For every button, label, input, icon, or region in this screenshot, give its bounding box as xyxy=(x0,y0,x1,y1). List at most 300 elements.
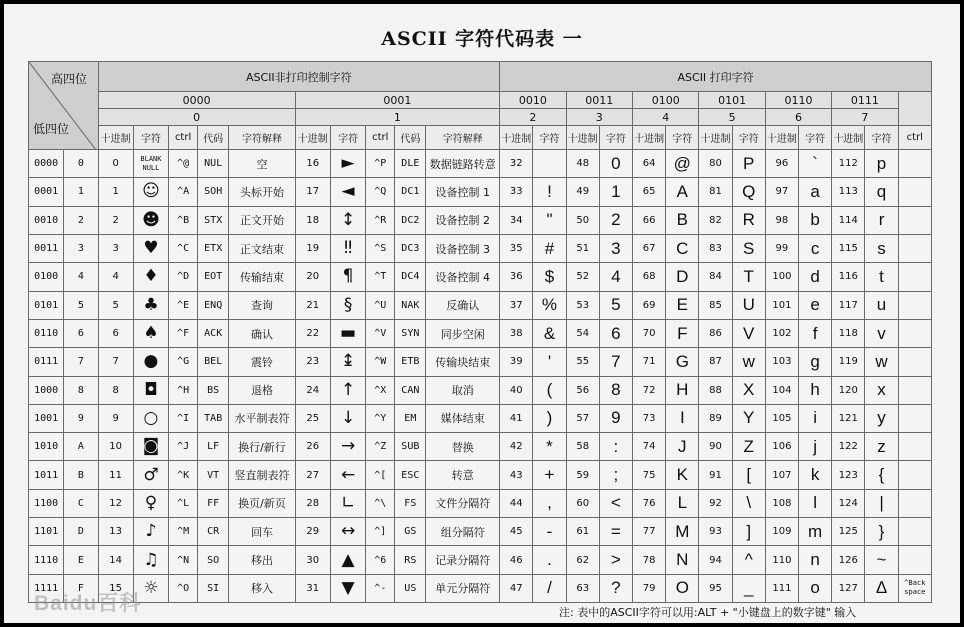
decimal-cell: 40 xyxy=(500,376,533,404)
decimal-cell: 59 xyxy=(566,461,599,489)
decimal-cell: 1 xyxy=(98,178,133,206)
control-glyph-cell: ♦ xyxy=(133,263,168,291)
print-char-cell: ` xyxy=(799,150,832,178)
decimal-cell: 86 xyxy=(699,319,732,347)
print-char-cell: z xyxy=(865,433,898,461)
high-bits-blank xyxy=(898,92,931,126)
ctrl-key-cell: ^E xyxy=(169,291,198,319)
print-char-cell: - xyxy=(533,518,566,546)
col-header-dec-p1: 十进制 xyxy=(566,126,599,150)
description-cell: 转意 xyxy=(426,461,500,489)
print-char-cell: P xyxy=(732,150,765,178)
decimal-cell: 117 xyxy=(832,291,865,319)
print-char-cell: O xyxy=(666,574,699,602)
print-char-cell: k xyxy=(799,461,832,489)
decimal-cell: 104 xyxy=(765,376,798,404)
description-cell: 查询 xyxy=(229,291,295,319)
low-bits-hex: F xyxy=(64,574,98,602)
description-cell: 换页/新页 xyxy=(229,489,295,517)
decimal-cell: 54 xyxy=(566,319,599,347)
decimal-cell: 72 xyxy=(633,376,666,404)
code-cell: BEL xyxy=(198,348,229,376)
col-header-code-1: 代码 xyxy=(395,126,426,150)
control-glyph-cell: ☻ xyxy=(133,206,168,234)
decimal-cell: 32 xyxy=(500,150,533,178)
ctrl-key-cell-empty xyxy=(898,206,931,234)
decimal-cell: 45 xyxy=(500,518,533,546)
print-char-cell: w xyxy=(865,348,898,376)
print-char-cell: o xyxy=(799,574,832,602)
control-glyph-cell: ∟ xyxy=(330,489,365,517)
decimal-cell: 37 xyxy=(500,291,533,319)
print-char-cell: l xyxy=(799,489,832,517)
control-glyph-cell: ◙ xyxy=(133,433,168,461)
print-char-cell: _ xyxy=(732,574,765,602)
code-cell: ETB xyxy=(395,348,426,376)
control-glyph-cell: BLANK NULL xyxy=(133,150,168,178)
print-char-cell: I xyxy=(666,404,699,432)
print-char-cell: | xyxy=(865,489,898,517)
low-bits-bin: 1011 xyxy=(29,461,64,489)
decimal-cell: 17 xyxy=(295,178,330,206)
decimal-cell: 109 xyxy=(765,518,798,546)
description-cell: 正文结束 xyxy=(229,234,295,262)
print-char-cell: J xyxy=(666,433,699,461)
decimal-cell: 55 xyxy=(566,348,599,376)
ctrl-key-cell: ^T xyxy=(366,263,395,291)
ctrl-key-cell: ^D xyxy=(169,263,198,291)
print-char-cell: r xyxy=(865,206,898,234)
ctrl-key-cell: ^S xyxy=(366,234,395,262)
low-bits-hex: B xyxy=(64,461,98,489)
code-cell: RS xyxy=(395,546,426,574)
low-bits-bin: 1001 xyxy=(29,404,64,432)
decimal-cell: 60 xyxy=(566,489,599,517)
description-cell: 退格 xyxy=(229,376,295,404)
print-char-cell: > xyxy=(599,546,632,574)
print-char-cell: K xyxy=(666,461,699,489)
decimal-cell: 99 xyxy=(765,234,798,262)
description-cell: 取消 xyxy=(426,376,500,404)
decimal-cell: 10 xyxy=(98,433,133,461)
decimal-cell: 113 xyxy=(832,178,865,206)
description-cell: 同步空闲 xyxy=(426,319,500,347)
table-row xyxy=(29,376,932,404)
code-cell: STX xyxy=(198,206,229,234)
decimal-cell: 52 xyxy=(566,263,599,291)
description-cell: 设备控制 1 xyxy=(426,178,500,206)
print-char-cell: @ xyxy=(666,150,699,178)
decimal-cell: 39 xyxy=(500,348,533,376)
print-char-cell: ] xyxy=(732,518,765,546)
ctrl-key-cell: ^H xyxy=(169,376,198,404)
description-cell: 设备控制 4 xyxy=(426,263,500,291)
code-cell: DC3 xyxy=(395,234,426,262)
control-glyph-cell: ↔ xyxy=(330,518,365,546)
ctrl-key-cell: ^K xyxy=(169,461,198,489)
decimal-cell: 8 xyxy=(98,376,133,404)
code-cell: SO xyxy=(198,546,229,574)
print-char-cell: E xyxy=(666,291,699,319)
print-char-cell: % xyxy=(533,291,566,319)
decimal-cell: 5 xyxy=(98,291,133,319)
col-header-dec-1: 十进制 xyxy=(295,126,330,150)
ascii-table-page xyxy=(4,4,960,623)
print-group-header: ASCII 打印字符 xyxy=(500,62,932,92)
col-header-dec-p3: 十进制 xyxy=(699,126,732,150)
control-glyph-cell: ↓ xyxy=(330,404,365,432)
ctrl-key-cell: ^Y xyxy=(366,404,395,432)
ctrl-key-cell: ^@ xyxy=(169,150,198,178)
ctrl-key-cell: ^Q xyxy=(366,178,395,206)
decimal-cell: 66 xyxy=(633,206,666,234)
print-char-cell: j xyxy=(799,433,832,461)
decimal-cell: 13 xyxy=(98,518,133,546)
ctrl-key-cell: ^O xyxy=(169,574,198,602)
ctrl-key-cell: ^W xyxy=(366,348,395,376)
decimal-cell: 43 xyxy=(500,461,533,489)
description-cell: 组分隔符 xyxy=(426,518,500,546)
decimal-cell: 19 xyxy=(295,234,330,262)
ctrl-key-cell: ^L xyxy=(169,489,198,517)
high-bits-5: 0101 xyxy=(699,92,765,109)
table-row xyxy=(29,263,932,291)
low-bits-label: 低四位 xyxy=(33,122,70,136)
decimal-cell: 96 xyxy=(765,150,798,178)
ctrl-key-cell: ^N xyxy=(169,546,198,574)
print-char-cell: B xyxy=(666,206,699,234)
print-char-cell: G xyxy=(666,348,699,376)
print-char-cell: x xyxy=(865,376,898,404)
col-header-ctrl-last: ctrl xyxy=(898,126,931,150)
print-char-cell: 6 xyxy=(599,319,632,347)
code-cell: SYN xyxy=(395,319,426,347)
description-cell: 竖直制表符 xyxy=(229,461,295,489)
nonprint-group-header: ASCII非打印控制字符 xyxy=(98,62,500,92)
low-bits-bin: 1111 xyxy=(29,574,64,602)
description-cell: 传输结束 xyxy=(229,263,295,291)
code-cell: NUL xyxy=(198,150,229,178)
table-row xyxy=(29,291,932,319)
low-bits-hex: 7 xyxy=(64,348,98,376)
print-char-cell: m xyxy=(799,518,832,546)
decimal-cell: 77 xyxy=(633,518,666,546)
code-cell: TAB xyxy=(198,404,229,432)
decimal-cell: 121 xyxy=(832,404,865,432)
print-char-cell: " xyxy=(533,206,566,234)
ctrl-key-cell: ^- xyxy=(366,574,395,602)
description-cell: 确认 xyxy=(229,319,295,347)
ctrl-key-cell: ^[ xyxy=(366,461,395,489)
print-char-cell: Y xyxy=(732,404,765,432)
code-cell: CAN xyxy=(395,376,426,404)
decimal-cell: 63 xyxy=(566,574,599,602)
print-char-cell: 9 xyxy=(599,404,632,432)
low-bits-bin: 0010 xyxy=(29,206,64,234)
ctrl-key-cell-empty xyxy=(898,178,931,206)
code-cell: ESC xyxy=(395,461,426,489)
decimal-cell: 124 xyxy=(832,489,865,517)
table-row xyxy=(29,348,932,376)
control-glyph-cell: ↑ xyxy=(330,376,365,404)
decimal-cell: 90 xyxy=(699,433,732,461)
control-glyph-cell: ♂ xyxy=(133,461,168,489)
decimal-cell: 3 xyxy=(98,234,133,262)
decimal-cell: 15 xyxy=(98,574,133,602)
low-bits-bin: 0011 xyxy=(29,234,64,262)
print-char-cell: S xyxy=(732,234,765,262)
ctrl-key-cell-empty xyxy=(898,546,931,574)
high-bits-1: 0001 xyxy=(295,92,500,109)
decimal-cell: 61 xyxy=(566,518,599,546)
col-header-char-p0: 字符 xyxy=(533,126,566,150)
print-char-cell: H xyxy=(666,376,699,404)
decimal-cell: 53 xyxy=(566,291,599,319)
decimal-cell: 47 xyxy=(500,574,533,602)
high-hex-4: 4 xyxy=(633,109,699,126)
description-cell: 震铃 xyxy=(229,348,295,376)
low-bits-hex: 5 xyxy=(64,291,98,319)
table-row xyxy=(29,150,932,178)
table-row xyxy=(29,433,932,461)
high-bits-3: 0011 xyxy=(566,92,632,109)
decimal-cell: 84 xyxy=(699,263,732,291)
ctrl-key-cell: ^U xyxy=(366,291,395,319)
code-cell: DC4 xyxy=(395,263,426,291)
control-glyph-cell: ☼ xyxy=(133,574,168,602)
decimal-cell: 23 xyxy=(295,348,330,376)
description-cell: 反确认 xyxy=(426,291,500,319)
code-cell: BS xyxy=(198,376,229,404)
decimal-cell: 73 xyxy=(633,404,666,432)
ctrl-key-cell: ^B xyxy=(169,206,198,234)
description-cell: 水平制表符 xyxy=(229,404,295,432)
decimal-cell: 12 xyxy=(98,489,133,517)
high-hex-0: 0 xyxy=(98,109,295,126)
decimal-cell: 127 xyxy=(832,574,865,602)
decimal-cell: 76 xyxy=(633,489,666,517)
table-row xyxy=(29,404,932,432)
ctrl-key-cell: ^Back space xyxy=(898,574,931,602)
low-bits-hex: A xyxy=(64,433,98,461)
baidu-watermark: Baidu百科 xyxy=(34,592,142,615)
col-header-char-0: 字符 xyxy=(133,126,168,150)
decimal-cell: 107 xyxy=(765,461,798,489)
decimal-cell: 35 xyxy=(500,234,533,262)
description-cell: 数据链路转意 xyxy=(426,150,500,178)
decimal-cell: 20 xyxy=(295,263,330,291)
control-glyph-cell: ♥ xyxy=(133,234,168,262)
decimal-cell: 0 xyxy=(98,150,133,178)
code-cell: DC1 xyxy=(395,178,426,206)
code-cell: SOH xyxy=(198,178,229,206)
low-bits-hex: 6 xyxy=(64,319,98,347)
description-cell: 设备控制 3 xyxy=(426,234,500,262)
control-glyph-cell: ◘ xyxy=(133,376,168,404)
control-glyph-cell: ↨ xyxy=(330,348,365,376)
decimal-cell: 7 xyxy=(98,348,133,376)
code-cell: SUB xyxy=(395,433,426,461)
code-cell: CR xyxy=(198,518,229,546)
description-cell: 文件分隔符 xyxy=(426,489,500,517)
decimal-cell: 28 xyxy=(295,489,330,517)
ctrl-key-cell: ^F xyxy=(169,319,198,347)
high-hex-6: 6 xyxy=(765,109,831,126)
ctrl-key-cell-empty xyxy=(898,319,931,347)
ctrl-key-cell: ^6 xyxy=(366,546,395,574)
low-bits-bin: 0100 xyxy=(29,263,64,291)
print-char-cell: 2 xyxy=(599,206,632,234)
ctrl-key-cell-empty xyxy=(898,263,931,291)
print-char-cell: y xyxy=(865,404,898,432)
decimal-cell: 92 xyxy=(699,489,732,517)
col-header-dec-p5: 十进制 xyxy=(832,126,865,150)
col-header-dec-p2: 十进制 xyxy=(633,126,666,150)
print-char-cell: ; xyxy=(599,461,632,489)
decimal-cell: 16 xyxy=(295,150,330,178)
print-char-cell: 4 xyxy=(599,263,632,291)
print-char-cell: # xyxy=(533,234,566,262)
control-glyph-cell: ♠ xyxy=(133,319,168,347)
decimal-cell: 6 xyxy=(98,319,133,347)
low-bits-bin: 0110 xyxy=(29,319,64,347)
print-char-cell: T xyxy=(732,263,765,291)
decimal-cell: 83 xyxy=(699,234,732,262)
decimal-cell: 116 xyxy=(832,263,865,291)
decimal-cell: 46 xyxy=(500,546,533,574)
code-cell: GS xyxy=(395,518,426,546)
control-glyph-cell: ♪ xyxy=(133,518,168,546)
print-char-cell: ? xyxy=(599,574,632,602)
print-char-cell: ∆ xyxy=(865,574,898,602)
ctrl-key-cell: ^G xyxy=(169,348,198,376)
print-char-cell: L xyxy=(666,489,699,517)
print-char-cell: , xyxy=(533,489,566,517)
code-cell: NAK xyxy=(395,291,426,319)
description-cell: 空 xyxy=(229,150,295,178)
decimal-cell: 67 xyxy=(633,234,666,262)
decimal-cell: 36 xyxy=(500,263,533,291)
code-cell: ACK xyxy=(198,319,229,347)
low-bits-bin: 0000 xyxy=(29,150,64,178)
print-char-cell: Q xyxy=(732,178,765,206)
ctrl-key-cell-empty xyxy=(898,489,931,517)
print-char-cell: A xyxy=(666,178,699,206)
decimal-cell: 50 xyxy=(566,206,599,234)
print-char-cell: h xyxy=(799,376,832,404)
decimal-cell: 123 xyxy=(832,461,865,489)
print-char-cell: & xyxy=(533,319,566,347)
high-bits-0: 0000 xyxy=(98,92,295,109)
decimal-cell: 100 xyxy=(765,263,798,291)
table-row xyxy=(29,234,932,262)
decimal-cell: 9 xyxy=(98,404,133,432)
control-glyph-cell: ▬ xyxy=(330,319,365,347)
print-char-cell: N xyxy=(666,546,699,574)
high-hex-1: 1 xyxy=(295,109,500,126)
ctrl-key-cell: ^V xyxy=(366,319,395,347)
print-char-cell: 1 xyxy=(599,178,632,206)
low-bits-hex: E xyxy=(64,546,98,574)
decimal-cell: 48 xyxy=(566,150,599,178)
print-char-cell: i xyxy=(799,404,832,432)
control-glyph-cell: ♫ xyxy=(133,546,168,574)
ascii-table xyxy=(28,61,932,603)
low-bits-hex: 2 xyxy=(64,206,98,234)
decimal-cell: 68 xyxy=(633,263,666,291)
code-cell: ETX xyxy=(198,234,229,262)
decimal-cell: 18 xyxy=(295,206,330,234)
decimal-cell: 26 xyxy=(295,433,330,461)
print-char-cell: 8 xyxy=(599,376,632,404)
col-header-char-p4: 字符 xyxy=(799,126,832,150)
print-char-cell: R xyxy=(732,206,765,234)
print-char-cell xyxy=(533,150,566,178)
print-char-cell: d xyxy=(799,263,832,291)
ctrl-key-cell: ^Z xyxy=(366,433,395,461)
decimal-cell: 91 xyxy=(699,461,732,489)
high-hex-7: 7 xyxy=(832,109,898,126)
decimal-cell: 94 xyxy=(699,546,732,574)
print-char-cell: t xyxy=(865,263,898,291)
description-cell: 移出 xyxy=(229,546,295,574)
ctrl-key-cell-empty xyxy=(898,404,931,432)
print-char-cell: Z xyxy=(732,433,765,461)
decimal-cell: 79 xyxy=(633,574,666,602)
decimal-cell: 27 xyxy=(295,461,330,489)
col-header-ctrl-0: ctrl xyxy=(169,126,198,150)
control-glyph-cell: ● xyxy=(133,348,168,376)
ctrl-key-cell: ^X xyxy=(366,376,395,404)
print-char-cell: M xyxy=(666,518,699,546)
col-header-char-p2: 字符 xyxy=(666,126,699,150)
code-cell: DC2 xyxy=(395,206,426,234)
ctrl-key-cell: ^R xyxy=(366,206,395,234)
description-cell: 单元分隔符 xyxy=(426,574,500,602)
decimal-cell: 51 xyxy=(566,234,599,262)
col-header-dec-0: 十进制 xyxy=(98,126,133,150)
decimal-cell: 110 xyxy=(765,546,798,574)
high-bits-6: 0110 xyxy=(765,92,831,109)
print-char-cell: ( xyxy=(533,376,566,404)
control-glyph-cell: ← xyxy=(330,461,365,489)
decimal-cell: 125 xyxy=(832,518,865,546)
code-cell: EM xyxy=(395,404,426,432)
decimal-cell: 126 xyxy=(832,546,865,574)
decimal-cell: 93 xyxy=(699,518,732,546)
low-bits-hex: 8 xyxy=(64,376,98,404)
low-bits-bin: 1000 xyxy=(29,376,64,404)
low-bits-hex: D xyxy=(64,518,98,546)
code-cell: EOT xyxy=(198,263,229,291)
decimal-cell: 25 xyxy=(295,404,330,432)
print-char-cell: v xyxy=(865,319,898,347)
control-glyph-cell: ↕ xyxy=(330,206,365,234)
low-bits-hex: 9 xyxy=(64,404,98,432)
control-glyph-cell: ¶ xyxy=(330,263,365,291)
control-glyph-cell: ▼ xyxy=(330,574,365,602)
decimal-cell: 64 xyxy=(633,150,666,178)
table-row xyxy=(29,574,932,602)
decimal-cell: 82 xyxy=(699,206,732,234)
code-cell: ENQ xyxy=(198,291,229,319)
print-char-cell: = xyxy=(599,518,632,546)
control-glyph-cell: ♣ xyxy=(133,291,168,319)
code-cell: FS xyxy=(395,489,426,517)
print-char-cell: 7 xyxy=(599,348,632,376)
print-char-cell: 0 xyxy=(599,150,632,178)
table-row xyxy=(29,518,932,546)
